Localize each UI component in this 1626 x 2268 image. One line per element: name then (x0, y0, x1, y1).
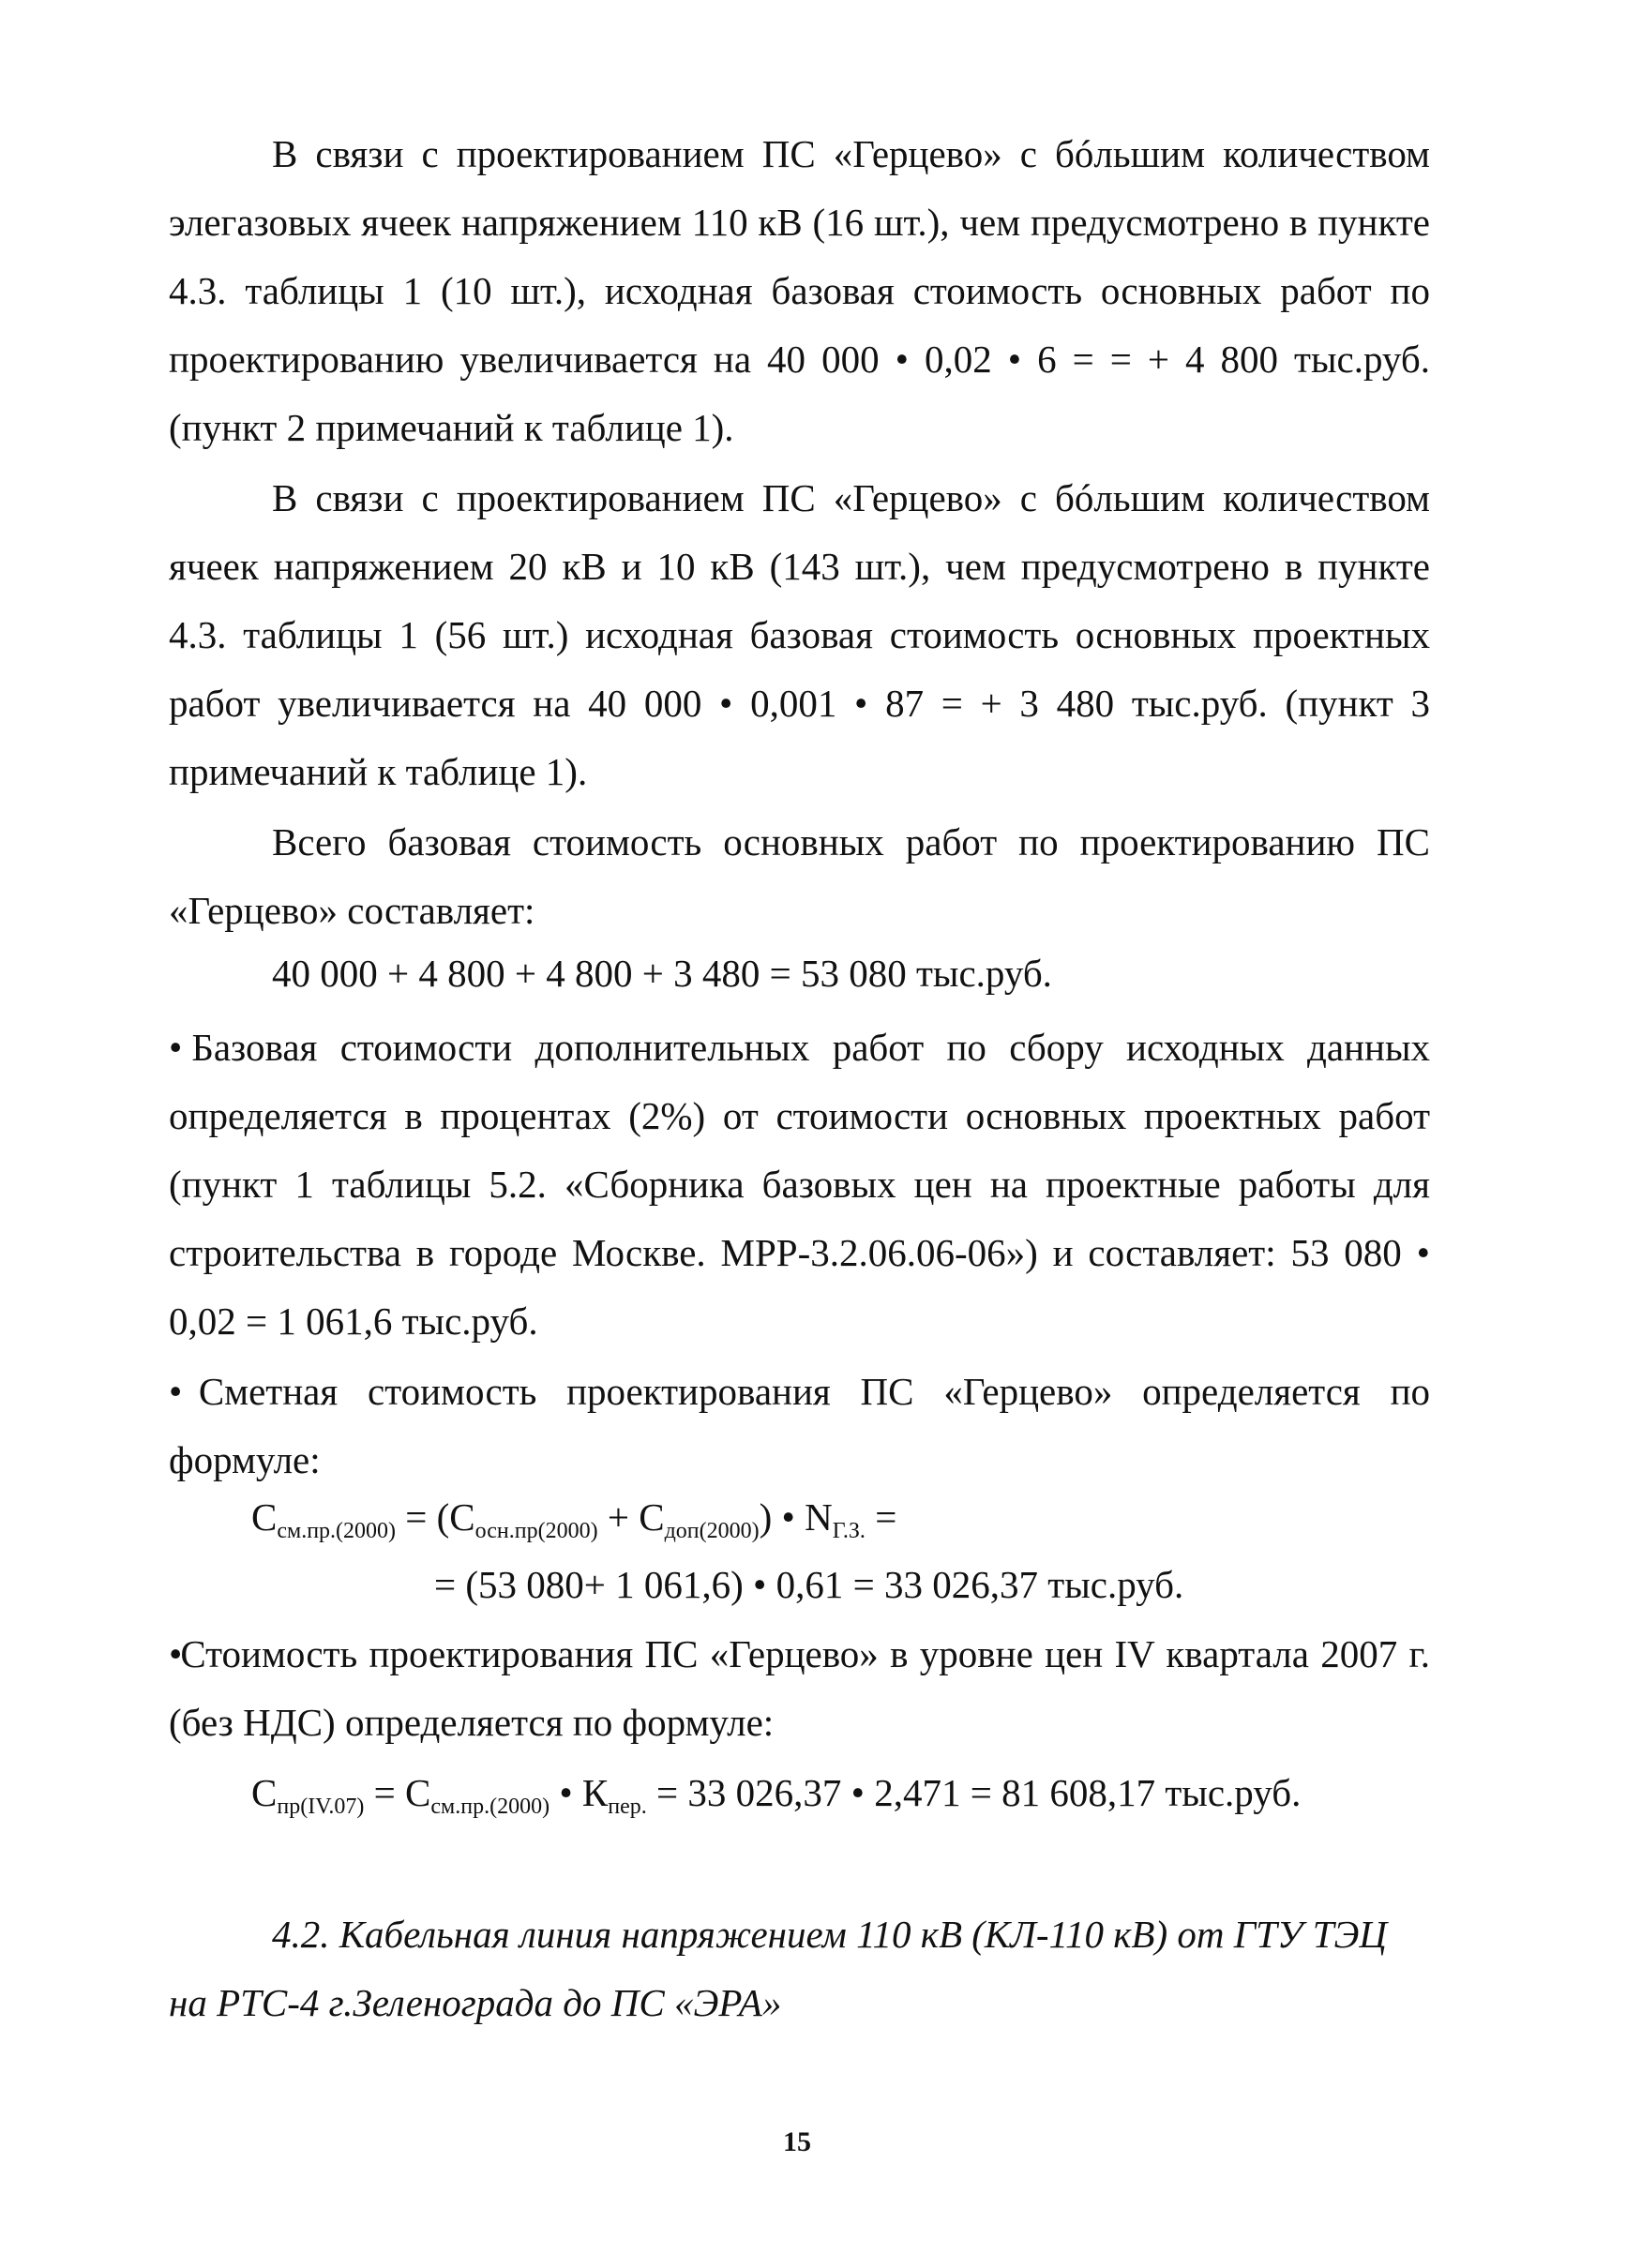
bullet-additional-works-text: Базовая стоимости дополнительных работ по сбору исходных данных определяется в процентах (2%) от стоимости основных проектных работ (пункт 1 таблицы 5.2. «Сборника базовых цен на проектные работы для строительства в городе Москве. МРР-3.2.06.06-06») и составляет: 53 080 • 0,02 = 1 061,6 тыс.руб. (169, 1026, 1431, 1343)
formula-symbol: = (С (396, 1495, 475, 1539)
formula-estimated-cost-line1 (251, 1489, 896, 1545)
bullet-dot: • (169, 1026, 183, 1069)
formula-subscript: доп(2000) (664, 1519, 760, 1543)
page-number: 15 (783, 2126, 811, 2157)
total-sum-line: 40 000 + 4 800 + 4 800 + 3 480 = 53 080 тыс.руб. (272, 952, 1052, 995)
formula-symbol: • К (550, 1771, 609, 1814)
formula-symbol: С (251, 1495, 278, 1539)
bullet-dot: • (169, 1632, 183, 1675)
formula-symbol: ) • N (759, 1495, 833, 1539)
formula-subscript: пер. (608, 1795, 647, 1819)
bullet-cost-iv-quarter-text: Стоимость проектирования ПС «Герцево» в уровне цен IV квартала 2007 г. (без НДС) определяется по формуле: (169, 1632, 1431, 1744)
bullet-cost-iv-quarter (169, 1620, 1430, 1757)
formula-subscript: пр(IV.07) (277, 1795, 365, 1819)
formula-symbol: = 33 026,37 • 2,471 = 81 608,17 тыс.руб. (646, 1771, 1302, 1814)
bullet-estimated-cost-text: Сметная стоимость проектирования ПС «Герцево» определяется по формуле: (169, 1370, 1431, 1481)
formula-subscript: см.пр.(2000) (430, 1795, 550, 1819)
formula-subscript: осн.пр(2000) (474, 1519, 598, 1543)
paragraph-total-base-cost: Всего базовая стоимость основных работ по проектированию ПС «Герцево» составляет: (169, 820, 1430, 932)
paragraph-cells-20-10kv: В связи с проектированием ПС «Герцево» с бóльшим количеством ячеек напряжением 20 кВ и 10 кВ (143 шт.), чем предусмотрено в пункте 4.3. таблицы 1 (56 шт.) исходная базовая стоимость основных проектных работ увеличивается на 40 000 • 0,001 • 87 = + 3 480 тыс.руб. (пункт 3 примечаний к таблице 1). (169, 476, 1430, 793)
formula-estimated-cost-line2: = (53 080+ 1 061,6) • 0,61 = 33 026,37 тыс.руб. (434, 1563, 1184, 1606)
formula-subscript: см.пр.(2000) (277, 1519, 397, 1543)
bullet-additional-works (169, 1014, 1430, 1356)
formula-subscript: Г.З. (832, 1519, 866, 1543)
formula-symbol: = С (364, 1771, 431, 1814)
paragraph-gis-cells-110kv: В связи с проектированием ПС «Герцево» с бóльшим количеством элегазовых ячеек напряжением 110 кВ (16 шт.), чем предусмотрено в пункте 4.3. таблицы 1 (10 шт.), исходная базовая стоимость основных работ по проектированию увеличивается на 40 000 • 0,02 • 6 = = + 4 800 тыс.руб. (пункт 2 примечаний к таблице 1). (169, 132, 1430, 449)
section-heading-4-2: 4.2. Кабельная линия напряжением 110 кВ (КЛ-110 кВ) от ГТУ ТЭЦ на РТС-4 г.Зеленограда до ПС «ЭРА» (169, 1913, 1387, 2024)
formula-symbol: С (251, 1771, 278, 1814)
bullet-dot: • (169, 1370, 183, 1413)
formula-symbol: + С (597, 1495, 665, 1539)
formula-cost-iv-quarter (251, 1765, 1301, 1821)
bullet-estimated-cost (169, 1358, 1430, 1494)
formula-symbol: = (865, 1495, 897, 1539)
